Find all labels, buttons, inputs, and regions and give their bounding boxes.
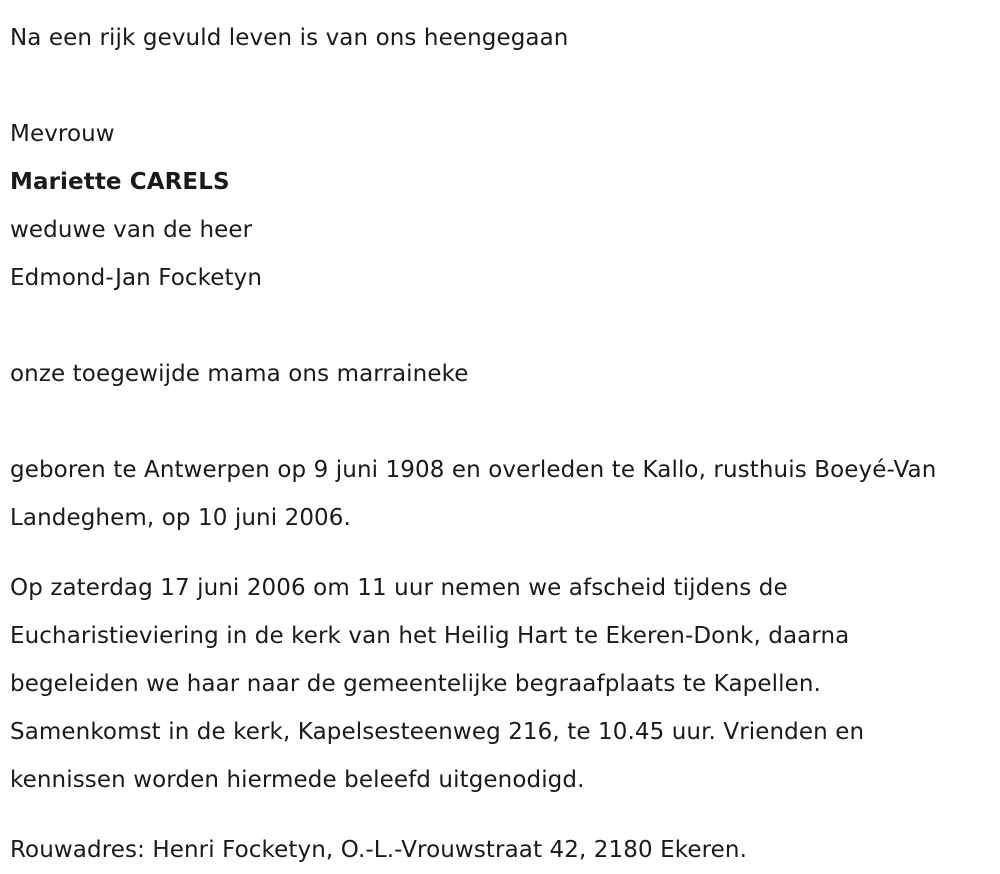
spacer-after-service — [10, 804, 976, 826]
deceased-name: Mariette CARELS — [10, 169, 230, 195]
service-paragraph: Op zaterdag 17 juni 2006 om 11 uur nemen we afscheid tijdens de Eucharistieviering in de kerk van het Heilig Hart te Ekeren-Donk, daarna begeleiden we haar naar de gemeentelijke begraafplaats te Kapellen. Samenkomst in de kerk, Kapelsesteenweg 216, te 10.45 uur. Vrienden en kennissen worden hiermede beleefd uitgenodigd. — [10, 575, 865, 793]
spouse-name: Edmond-Jan Focketyn — [10, 265, 263, 291]
spacer-after-opening — [10, 62, 976, 110]
relation-line: weduwe van de heer — [10, 217, 253, 243]
spacer-after-birth-death — [10, 542, 976, 564]
birth-death-paragraph: geboren te Antwerpen op 9 juni 1908 en overleden te Kallo, rusthuis Boeyé-Van Landeghem, op 10 juni 2006. — [10, 457, 937, 531]
spacer-after-spouse — [10, 302, 976, 350]
spacer-after-family-role — [10, 398, 976, 446]
family-role: onze toegewijde mama ons marraineke — [10, 361, 469, 387]
opening-line: Na een rijk gevuld leven is van ons heengegaan — [10, 25, 569, 51]
salutation: Mevrouw — [10, 121, 115, 147]
mourning-address: Rouwadres: Henri Focketyn, O.-L.-Vrouwstraat 42, 2180 Ekeren. — [10, 837, 748, 863]
